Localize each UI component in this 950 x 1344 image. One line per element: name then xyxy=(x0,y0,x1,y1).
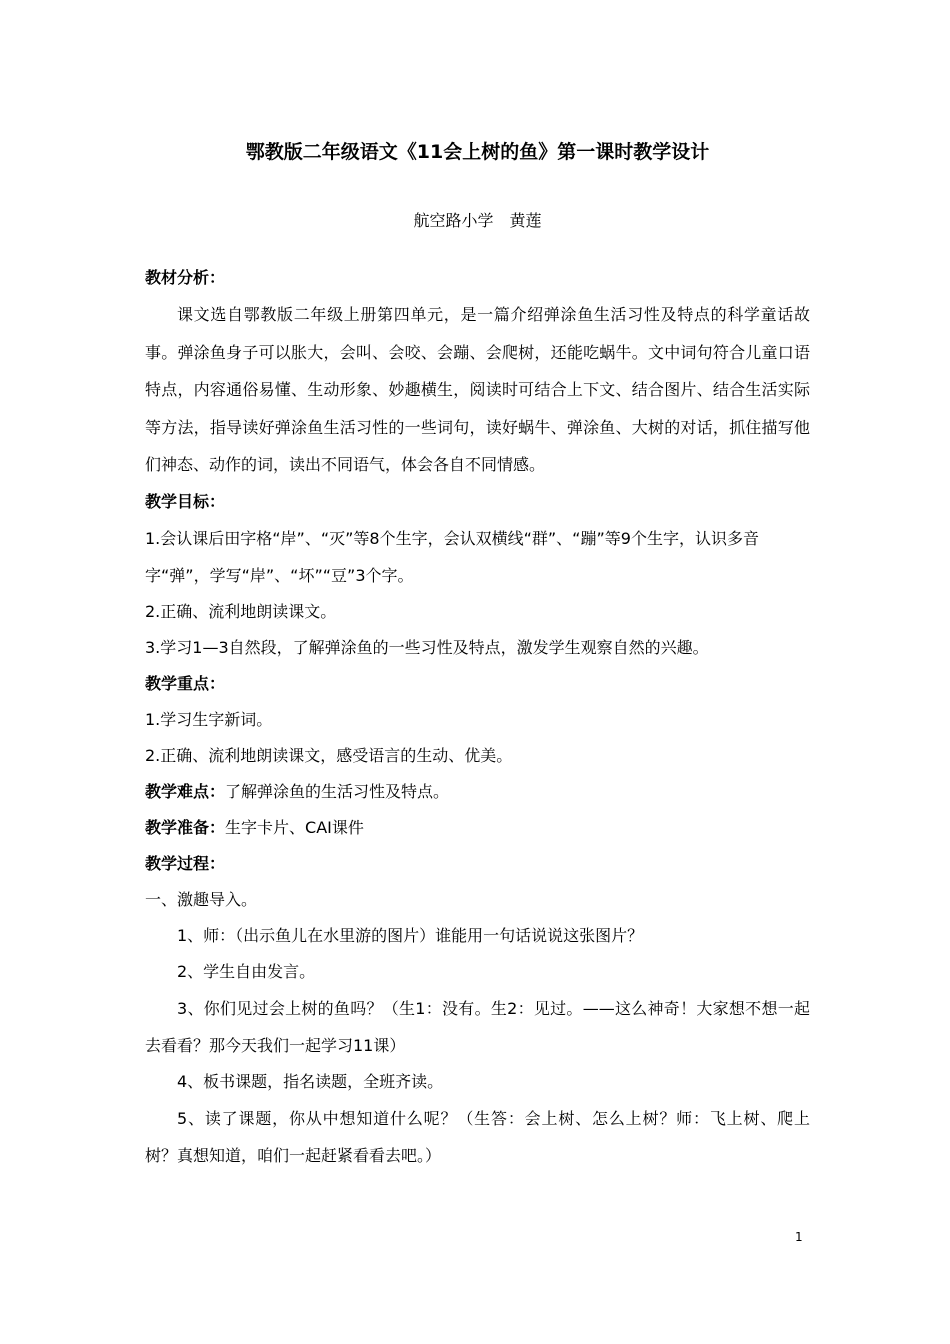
preparation-text: 生字卡片、CAI课件 xyxy=(225,817,364,837)
objective-item-1: 1.会认课后田字格“岸”、“灭”等8个生字，会认双横线“群”、“蹦”等9个生字，认识多音字“弹”，学写“岸”、“坏”“豆”3个字。 xyxy=(145,528,759,585)
difficulty-line xyxy=(145,774,810,810)
document-title: 鄂教版二年级语文《11会上树的鱼》第一课时教学设计 xyxy=(245,141,710,163)
process-heading: 教学过程： xyxy=(145,853,226,873)
analysis-heading: 教材分析： xyxy=(145,268,226,287)
process-step-2: 2、学生自由发言。 xyxy=(177,961,316,981)
preparation-line xyxy=(145,810,810,846)
key-point-item-1: 1.学习生字新词。 xyxy=(145,709,273,729)
key-point-item-2: 2.正确、流利地朗读课文，感受语言的生动、优美。 xyxy=(145,745,513,765)
objective-item-2: 2.正确、流利地朗读课文。 xyxy=(145,601,337,621)
process-step-5: 5、读了课题，你从中想知道什么呢？（生答：会上树、怎么上树？师：飞上树、爬上树？真想知道，咱们一起赶紧看看去吧。） xyxy=(145,1108,810,1165)
process-step-3: 3、你们见过会上树的鱼吗？（生1：没有。生2：见过。——这么神奇！大家想不想一起去看看？那今天我们一起学习11课） xyxy=(145,998,810,1055)
process-step-1: 1、师：（出示鱼儿在水里游的图片）谁能用一句话说说这张图片？ xyxy=(177,925,644,945)
difficulty-text: 了解弹涂鱼的生活习性及特点。 xyxy=(225,781,450,801)
difficulty-label: 教学难点： xyxy=(145,781,226,801)
page-number: 1 xyxy=(795,1230,803,1244)
analysis-paragraph: 课文选自鄂教版二年级上册第四单元，是一篇介绍弹涂鱼生活习性及特点的科学童话故事。弹涂鱼身子可以胀大，会叫、会咬、会蹦、会爬树，还能吃蜗牛。文中词句符合儿童口语特点，内容通俗易懂、生动形象、妙趣横生，阅读时可结合上下文、结合图片、结合生活实际等方法，指导读好弹涂鱼生活习性的一些词句，读好蜗牛、弹涂鱼、大树的对话，抓住描写他们神态、动作的词，读出不同语气，体会各自不同情感。 xyxy=(145,305,810,475)
key-points-heading: 教学重点： xyxy=(145,673,226,693)
objective-item-3: 3.学习1—3自然段，了解弹涂鱼的一些习性及特点，激发学生观察自然的兴趣。 xyxy=(145,637,709,657)
process-section-1: 一、激趣导入。 xyxy=(145,889,258,909)
document-body xyxy=(145,132,810,1174)
process-step-4: 4、板书课题，指名读题，全班齐读。 xyxy=(177,1071,444,1091)
objectives-heading: 教学目标： xyxy=(145,491,226,511)
preparation-label: 教学准备： xyxy=(145,817,226,837)
author-line: 航空路小学 黄莲 xyxy=(413,211,542,230)
